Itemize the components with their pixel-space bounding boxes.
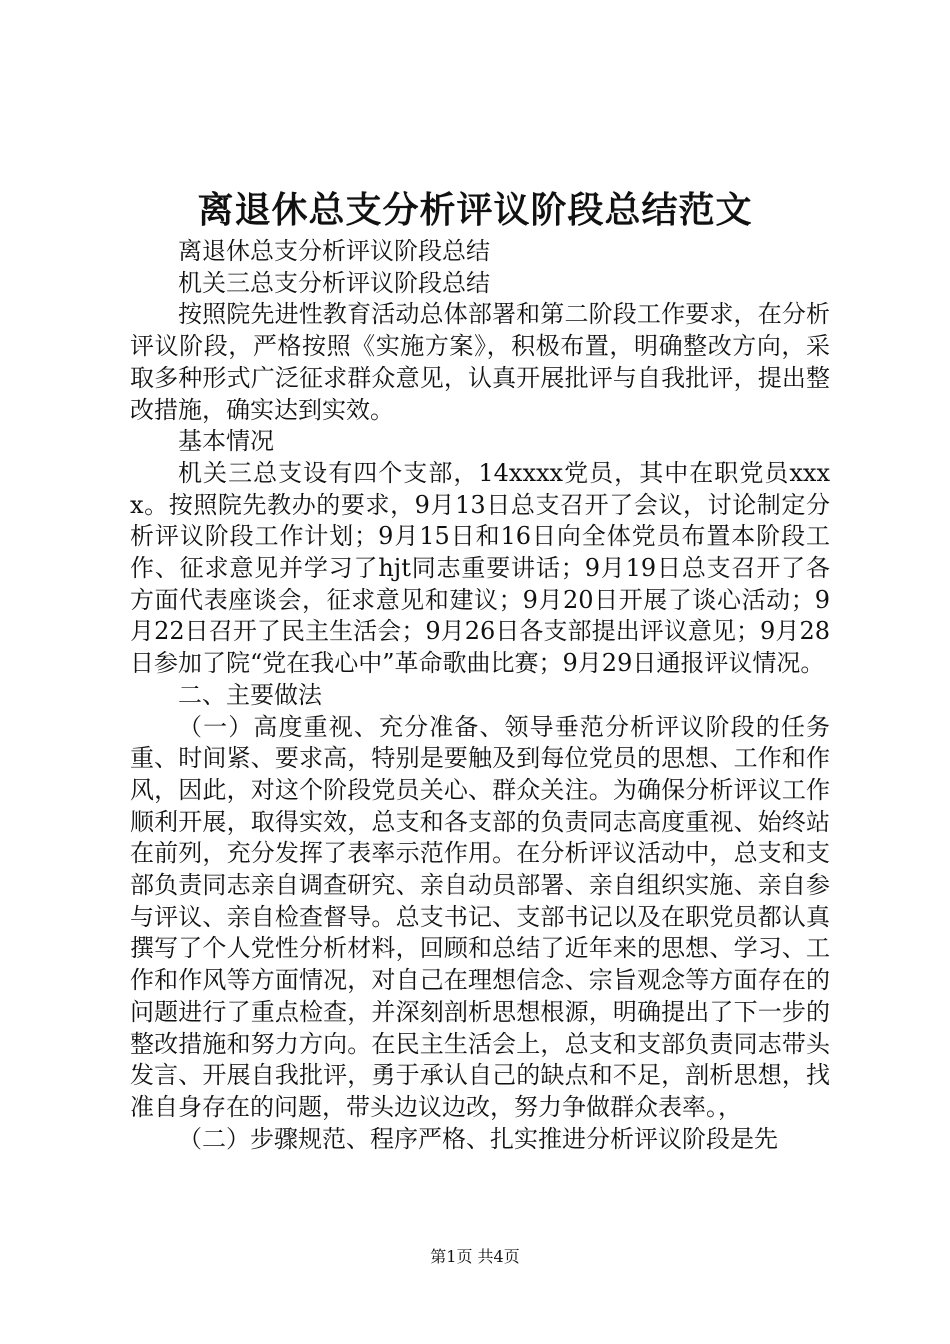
page-number-footer: 第1页 共4页: [430, 1247, 520, 1266]
section-heading: 二、主要做法: [178, 680, 322, 709]
subtitle-paragraph: 离退休总支分析评议阶段总结: [178, 237, 490, 265]
body-paragraph: （一）高度重视、充分准备、领导垂范分析评议阶段的任务重、时间紧、要求高，特别是要触及到每位党员的思想、工作和作风，因此，对这个阶段党员关心、群众关注。为确保分析评议工作顺利开展，取得实效，总支和各支部的负责同志高度重视、始终站在前列，充分发挥了表率示范作用。在分析评议活动中，总支和支部负责同志亲自调查研究、亲自动员部署、亲自组织实施、亲自参与评议、亲自检查督导。总支书记、支部书记以及在职党员都认真撰写了个人党性分析材料，回顾和总结了近年来的思想、学习、工作和作风等方面情况，对自己在理想信念、宗旨观念等方面存在的问题进行了重点检查，并深刻剖析思想根源，明确提出了下一步的整改措施和努力方向。在民主生活会上，总支和支部负责同志带头发言、开展自我批评，勇于承认自己的缺点和不足，剖析思想，找准自身存在的问题，带头边议边改，努力争做群众表率。，: [130, 712, 830, 1121]
document-title: 离退休总支分析评议阶段总结范文: [197, 189, 753, 231]
body-paragraph: （二）步骤规范、程序严格、扎实推进分析评议阶段是先: [178, 1124, 778, 1153]
document-body: [130, 236, 830, 1155]
subtitle-paragraph: 机关三总支分析评议阶段总结: [178, 268, 490, 297]
section-heading: 基本情况: [178, 427, 274, 456]
intro-paragraph: 按照院先进性教育活动总体部署和第二阶段工作要求，在分析评议阶段，严格按照《实施方案》，积极布置，明确整改方向，采取多种形式广泛征求群众意见，认真开展批评与自我批评，提出整改措施，确实达到实效。: [130, 300, 830, 424]
basic-situation-paragraph: 机关三总支设有四个支部，14xxxx党员，其中在职党员xxxx。按照院先教办的要求，9月13日总支召开了会议，讨论制定分析评议阶段工作计划；9月15日和16日向全体党员布置本阶段工作、征求意见并学习了hjt同志重要讲话；9月19日总支召开了各方面代表座谈会，征求意见和建议；9月20日开展了谈心活动；9月22日召开了民主生活会；9月26日各支部提出评议意见；9月28日参加了院“党在我心中”革命歌曲比赛；9月29日通报评议情况。: [130, 458, 830, 678]
